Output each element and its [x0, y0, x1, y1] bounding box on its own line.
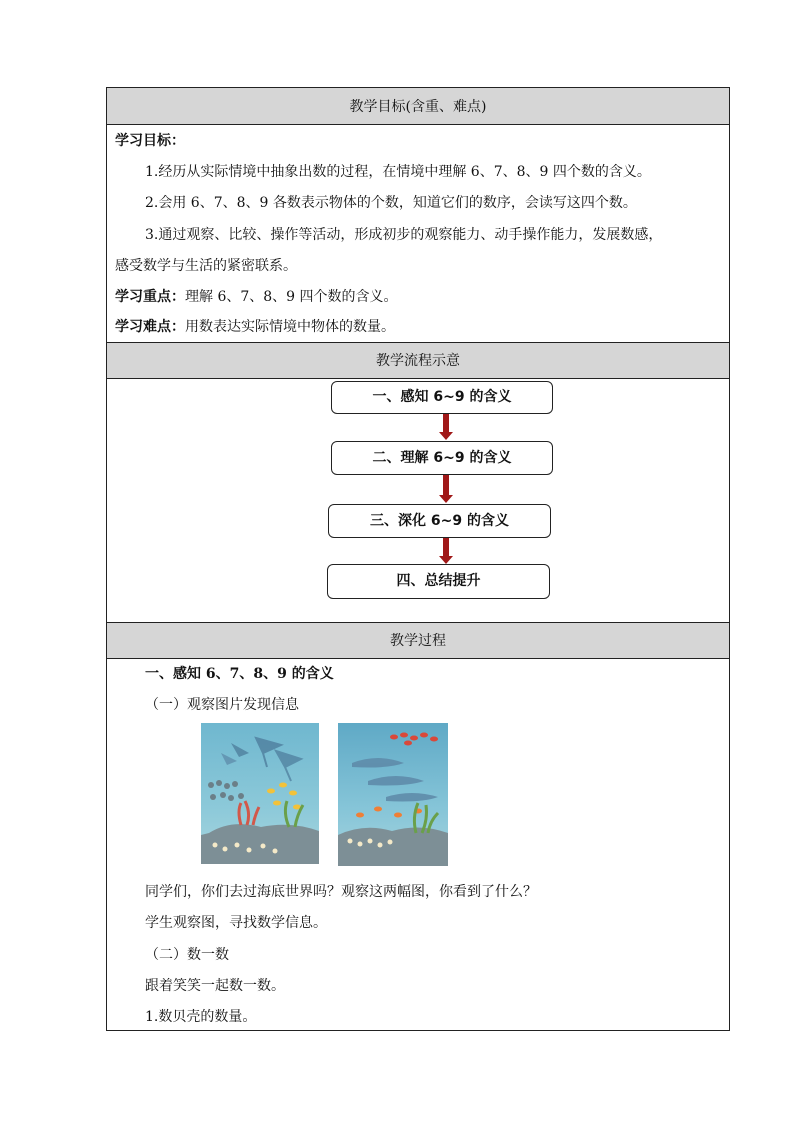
- key-point-line: [115, 290, 398, 304]
- underwater-scene-2-image: [338, 723, 448, 866]
- flow-step-2: [331, 441, 553, 475]
- objective-item-3-cont: 感受数学与生活的紧密联系。: [115, 258, 297, 274]
- sub-heading-count: （二）数一数: [145, 947, 229, 963]
- instruction-text: 跟着笑笑一起数一数。: [145, 978, 285, 994]
- objectives-label: 学习目标：: [115, 133, 185, 149]
- underwater-illustration-2: [338, 723, 448, 866]
- flow-step-label: 三、深化 6~9 的含义: [370, 513, 509, 529]
- underwater-scene-1-image: [201, 723, 319, 864]
- process-heading: 一、感知 6、7、8、9 的含义: [145, 666, 334, 682]
- item-count-shells: 1.数贝壳的数量。: [145, 1009, 257, 1025]
- section-header-flow: [107, 342, 729, 379]
- difficulty-line: [115, 320, 395, 334]
- key-point-text: 理解 6、7、8、9 四个数的含义。: [185, 289, 398, 305]
- difficulty-label: 学习难点：: [115, 319, 185, 335]
- activity-text: 学生观察图，寻找数学信息。: [145, 915, 327, 931]
- flow-step-3: [328, 504, 551, 538]
- section-header-text: 教学流程示意: [376, 353, 460, 369]
- key-point-label: 学习重点：: [115, 289, 185, 305]
- objective-item-3: 3.通过观察、比较、操作等活动，形成初步的观察能力、动手操作能力，发展数感，: [145, 227, 663, 243]
- flow-step-label: 一、感知 6~9 的含义: [372, 389, 512, 405]
- section-header-text: 教学目标(含重、难点): [349, 99, 487, 115]
- question-text: 同学们，你们去过海底世界吗？观察这两幅图，你看到了什么？: [145, 884, 537, 900]
- flow-step-4: [327, 564, 550, 599]
- objective-item-1: 1.经历从实际情境中抽象出数的过程，在情境中理解 6、7、8、9 四个数的含义。: [145, 164, 651, 180]
- objective-item-2: 2.会用 6、7、8、9 各数表示物体的个数，知道它们的数序，会读写这四个数。: [145, 195, 637, 211]
- flow-step-label: 四、总结提升: [396, 573, 481, 589]
- flow-step-label: 二、理解 6~9 的含义: [372, 450, 512, 466]
- sub-heading-observe: （一）观察图片发现信息: [145, 697, 299, 713]
- section-header-objectives: [107, 87, 729, 125]
- lesson-plan-table: [106, 87, 730, 1031]
- flow-step-1: [331, 381, 553, 414]
- section-header-text: 教学过程: [390, 633, 446, 649]
- underwater-illustration-1: [201, 723, 319, 864]
- section-header-process: [107, 622, 729, 659]
- difficulty-text: 用数表达实际情境中物体的数量。: [185, 319, 395, 335]
